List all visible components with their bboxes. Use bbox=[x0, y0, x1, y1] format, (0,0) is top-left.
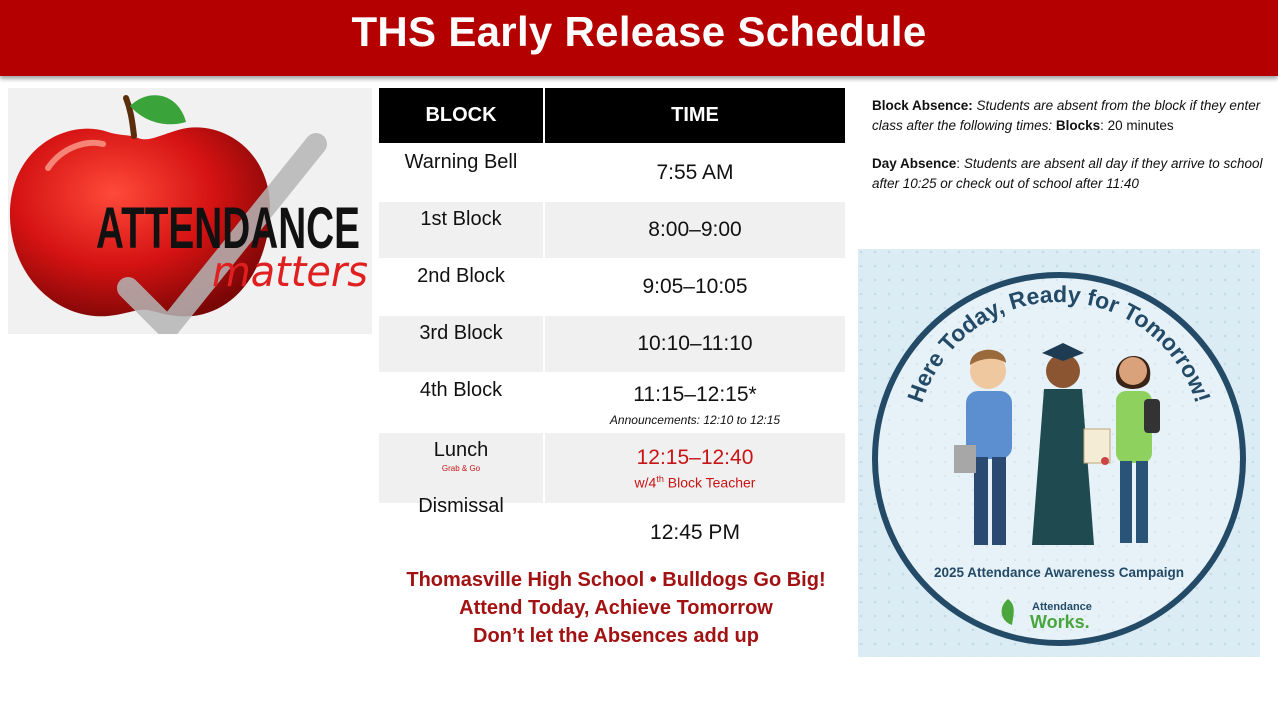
row-block: 4th Block bbox=[419, 379, 503, 401]
row-time: 7:55 AM bbox=[656, 161, 734, 184]
title-banner bbox=[0, 0, 1278, 76]
slogan-line-2: Attend Today, Achieve Tomorrow bbox=[459, 597, 773, 619]
schedule-row-1st-block bbox=[379, 202, 845, 258]
brand-line-1: Attendance bbox=[1032, 601, 1092, 613]
schedule-row-warning-bell bbox=[379, 143, 845, 202]
attendance-matters-logo bbox=[8, 88, 372, 334]
attendance-campaign-poster bbox=[858, 249, 1260, 657]
row-time: 12:45 PM bbox=[650, 521, 740, 544]
row-time: 11:15–12:15* bbox=[633, 383, 757, 406]
schedule-row-lunch bbox=[379, 433, 845, 503]
row-block: 1st Block bbox=[420, 208, 502, 230]
row-time: 12:15–12:40 bbox=[636, 446, 754, 469]
schedule-row-3rd-block bbox=[379, 316, 845, 372]
row-block: 3rd Block bbox=[419, 322, 503, 344]
row-time: 8:00–9:00 bbox=[648, 218, 742, 241]
logo-text-matters: matters bbox=[212, 247, 368, 296]
row-block: Dismissal bbox=[418, 495, 504, 517]
slogan-line-3: Don’t let the Absences add up bbox=[473, 625, 759, 647]
campaign-caption: 2025 Attendance Awareness Campaign bbox=[933, 565, 1185, 580]
header-time: TIME bbox=[545, 88, 845, 143]
page-title: THS Early Release Schedule bbox=[351, 8, 927, 55]
row-time: 10:10–11:10 bbox=[637, 332, 753, 355]
schedule-row-2nd-block bbox=[379, 258, 845, 316]
row-time: 9:05–10:05 bbox=[642, 275, 748, 298]
schedule-header-row bbox=[379, 88, 845, 143]
campaign-arc-title: Here Today, Ready for Tomorrow! bbox=[902, 280, 1216, 406]
brand-line-2: Works. bbox=[1030, 612, 1090, 632]
absence-notes bbox=[872, 96, 1268, 212]
day-absence-note: Day Absence: Students are absent all day if they arrive to school after 10:25 or check out of school after 11:40 bbox=[872, 156, 1263, 191]
slogan-line-1: Thomasville High School • Bulldogs Go Big! bbox=[406, 569, 826, 591]
logo-text-attendance: ATTENDANCE bbox=[96, 196, 360, 261]
lunch-grab-go-note: Grab & Go bbox=[441, 464, 481, 473]
row-block: 2nd Block bbox=[417, 265, 505, 287]
row-block: Lunch bbox=[433, 439, 489, 461]
schedule-row-dismissal bbox=[379, 495, 845, 563]
schedule-row-4th-block bbox=[379, 372, 845, 433]
apple-checkmark-icon bbox=[8, 88, 372, 334]
block-absence-note: Block Absence: Students are absent from the block if they enter class after the following times: Blocks: 20 minutes bbox=[872, 98, 1261, 133]
announcements-note: Announcements: 12:10 to 12:15 bbox=[609, 413, 781, 427]
row-block: Warning Bell bbox=[404, 151, 518, 173]
school-slogan bbox=[379, 566, 853, 650]
campaign-illustration bbox=[858, 249, 1260, 657]
header-block: BLOCK bbox=[379, 88, 543, 143]
lunch-teacher-note: w/4th Block Teacher bbox=[634, 474, 756, 491]
